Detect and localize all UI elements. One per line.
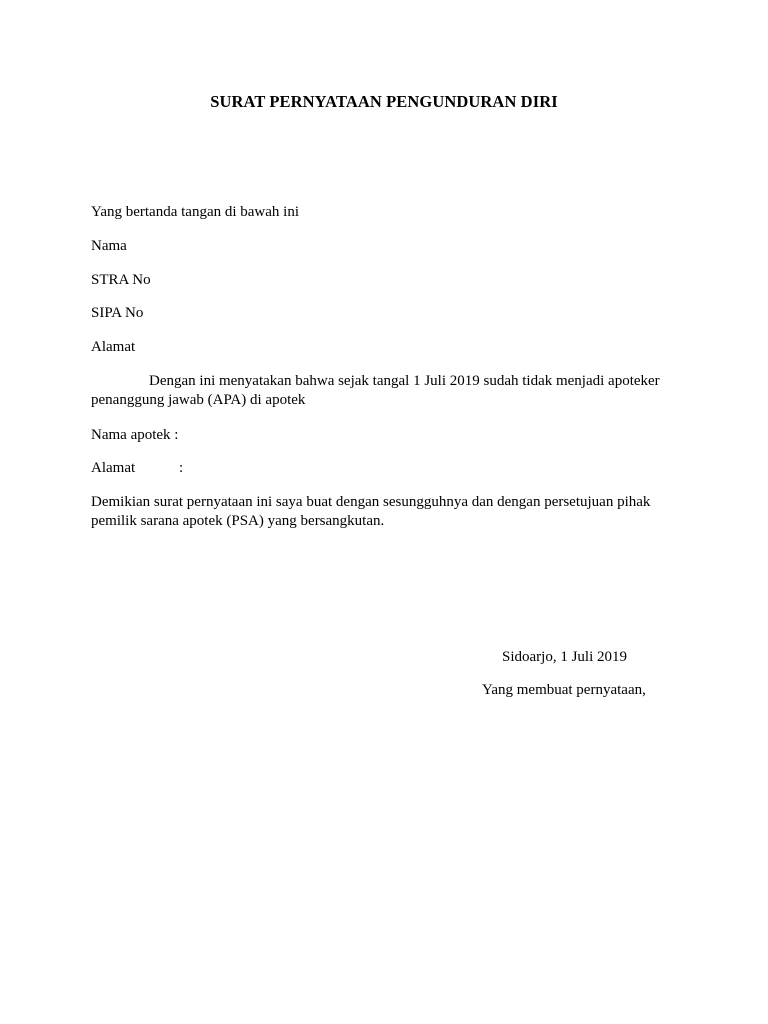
field-alamat-apotek	[91, 459, 183, 478]
statement-paragraph	[91, 372, 681, 410]
closing-paragraph: Demikian surat pernyataan ini saya buat dengan sesungguhnya dan dengan persetujuan pihak pemilik sarana apotek (PSA) yang bersangkutan.	[91, 494, 651, 529]
alamat-apotek-colon: :	[179, 460, 184, 476]
field-sipa: SIPA No	[91, 305, 144, 321]
letter-title: SURAT PERNYATAAN PENGUNDURAN DIRI	[210, 92, 558, 111]
field-nama-apotek: Nama apotek :	[91, 427, 179, 443]
field-alamat: Alamat	[91, 339, 136, 355]
alamat-apotek-label: Alamat	[91, 460, 136, 476]
signature-place-date: Sidoarjo, 1 Juli 2019	[502, 649, 628, 665]
statement-text: Dengan ini menyatakan bahwa sejak tangal 1 Juli 2019 sudah tidak menjadi apoteker penanggung jawab (APA) di apotek	[91, 373, 660, 408]
signature-signer: Yang membuat pernyataan,	[482, 682, 646, 698]
intro-line: Yang bertanda tangan di bawah ini	[91, 204, 300, 220]
field-stra: STRA No	[91, 272, 151, 288]
field-nama: Nama	[91, 238, 127, 254]
